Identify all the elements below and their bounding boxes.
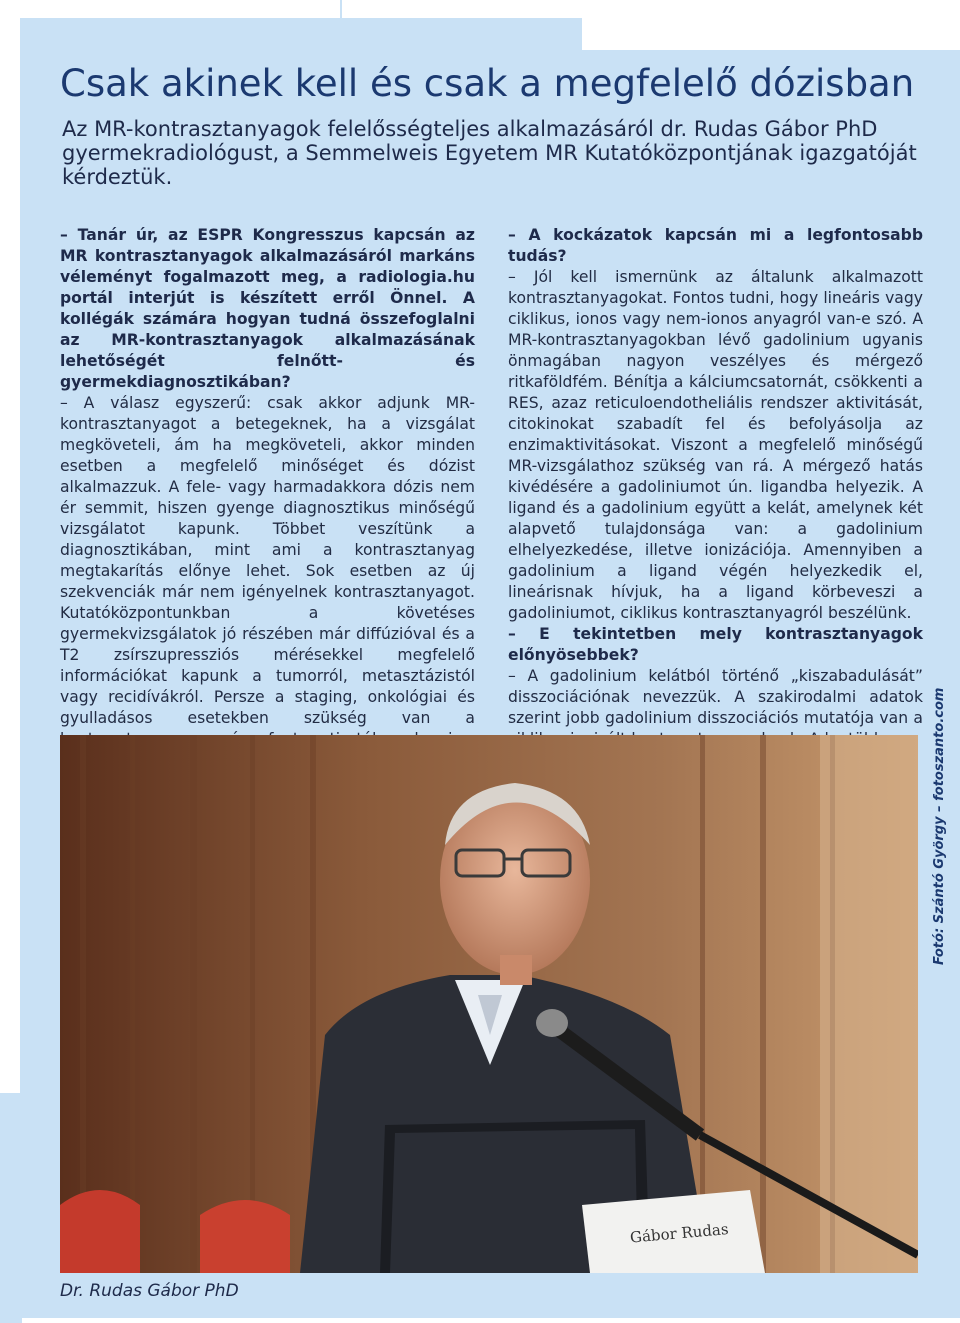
photo-credit: Fotó: Szántó György – fotoszanto.com [932,687,947,965]
speaker-photo [60,735,918,1273]
photo-credit-box [928,687,952,965]
interview-answer: – Jól kell ismernünk az általunk alkalmazott kontrasztanyagokat. Fontos tudni, hogy lineáris vagy ciklikus, ionos vagy nem-ionos anyagról van-e szó. A MR-kontrasztanyagokban lévő gadolinium ugyanis önmagában nagyon veszélyes és mérgező ritkaföldfém. Bénítja a kálciumcsatornát, csökkenti a RES, azaz reticuloendotheliális rendszer aktivitását, citokinokat szabadít fel és befolyásolja az enzimaktivitásokat. Viszont a megfelelő minőségű MR-vizsgálathoz szükség van rá. A mérgező hatás kivédésére a gadoliniumot ún. ligandba helyezik. A ligand és a gadolinium együtt a kelát, amelynek két alapvető tulajdonsága van: a gadolinium elhelyezkedése, illetve ionizációja. Amennyiben a gadolinium a ligand végén helyezkedik el, lineárisnak hívjuk, ha a ligand körbeveszi a gadoliniumot, ciklikus kontrasztanyagról beszélünk. [508,268,923,622]
interview-question: – E tekintetben mely kontrasztanyagok előnyösebbek? [508,625,923,664]
interview-question: – A kockázatok kapcsán mi a legfontosabb tudás? [508,226,923,265]
interview-answer: – A gadolinium kelátból történő „kiszabadulását” disszociációnak nevezzük. A szakirodalmi adatok szerint jobb gadolinium disszociációs mutatója van a [508,667,923,727]
left-accent-strip [0,1093,22,1323]
article-title: Csak akinek kell és csak a megfelelő dózisban [60,62,915,105]
left-column [60,225,475,771]
article-lead: Az MR-kontrasztanyagok felelősségteljes alkalmazásáról dr. Rudas Gábor PhD gyermekradiológust, a Semmelweis Egyetem MR Kutatóközpontjának igazgatóját kérdeztük. [62,117,917,189]
top-right-margin [582,0,960,50]
photo-caption: Dr. Rudas Gábor PhD [60,1281,239,1301]
interview-answer: – A válasz egyszerű: csak akkor adjunk MR-kontrasztanyagot a betegeknek, ha a vizsgálat megköveteli, ám ha megköveteli, akkor minden esetben a megfelelő minőséget és dózist alkalmazzuk. A fele- vagy harmadakkora dózis nem ér semmit, hiszen gyenge diagnosztikus minőségű vizsgálatot kapunk. Többet veszítünk a diagnosztikában, mint ami a kontrasztanyag megtakarítás előnye lehet. Sok esetben az új szekvenciák már nem igényelnek kontrasztanyagot. Kutatóközpontunkban a követéses gyermekvizsgálatok jó részében már diffúzióval és a T2 zsírszupressziós mérésekkel megfelelő információkat kapunk a tumorról, metasztázistól vagy recidívákról. Persze a staging, onkológiai és gyulladásos esetekben szükség van a [60,394,475,727]
nameplate-text: Gábor Rudas [629,1220,730,1247]
top-margin [22,0,342,18]
right-column [508,225,923,750]
interview-question: – Tanár úr, az ESPR Kongresszus kapcsán az MR kontrasztanyagok alkalmazásáról markáns véleményt fogalmazott meg, a radiologia.hu portál interjút is készített erről Önnel. A kollégák számára hogyan tudná összefoglalni az MR-kontrasztanyagok alkalmazásának lehetőségét felnőtt- és gyermekdiagnosztikában? [60,226,475,391]
